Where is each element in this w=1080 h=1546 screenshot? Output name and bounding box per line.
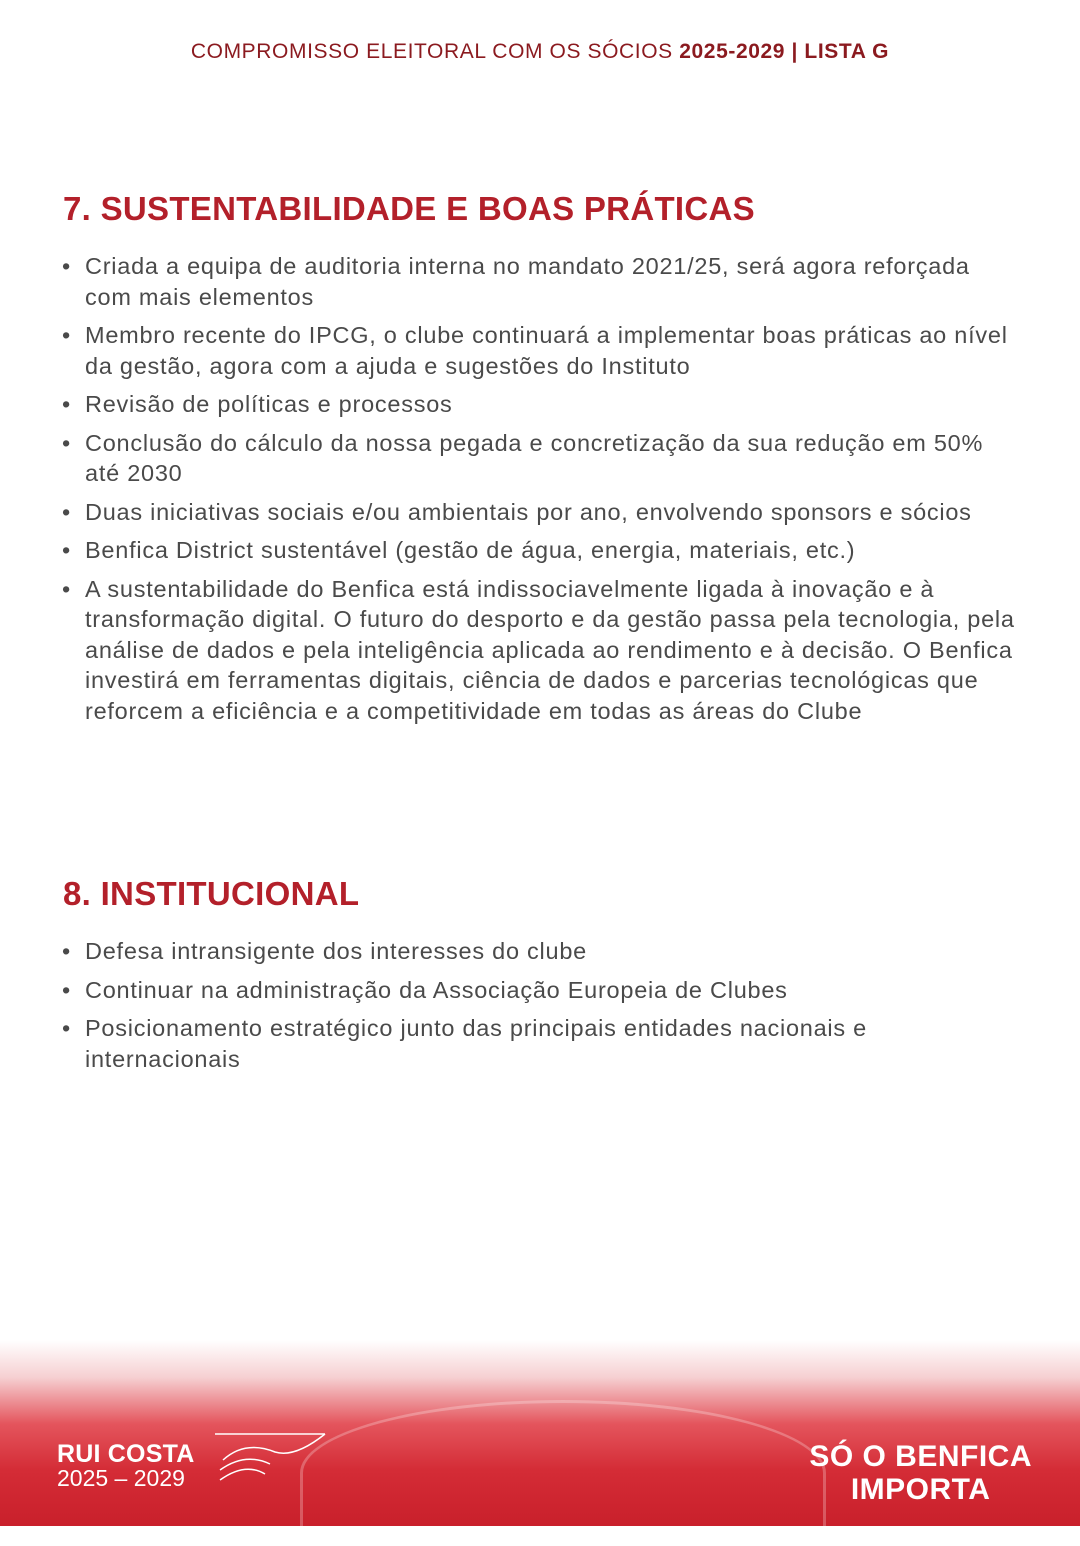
- slogan-line-1: SÓ O BENFICA: [809, 1440, 1032, 1473]
- sustainability-list: [62, 251, 1022, 734]
- bullet-icon: •: [62, 391, 71, 417]
- header-separator: |: [785, 40, 805, 63]
- list-item: [62, 975, 1022, 1006]
- logo-years: 2025 – 2029: [57, 1465, 185, 1491]
- bullet-icon: •: [62, 976, 71, 1003]
- list-item-text: Duas iniciativas sociais e/ou ambientais por ano, envolvendo sponsors e sócios: [85, 498, 972, 525]
- list-item: [62, 535, 1022, 566]
- footer-banner: [0, 1340, 1080, 1526]
- section-title-institutional: 8. INSTITUCIONAL: [63, 875, 360, 912]
- list-item-text: Revisão de políticas e processos: [85, 391, 453, 417]
- list-item-text: Criada a equipa de auditoria interna no mandato 2021/25, será agora reforçada com mais elementos: [85, 253, 970, 310]
- rui-costa-logo: [57, 1440, 194, 1492]
- list-item-text: Posicionamento estratégico junto das principais entidades nacionais e internacionais: [85, 1015, 868, 1072]
- list-item-text: Benfica District sustentável (gestão de água, energia, materiais, etc.): [85, 537, 856, 563]
- institutional-list: [62, 936, 1022, 1082]
- stadium-image: [300, 1400, 826, 1546]
- bullet-icon: •: [62, 1015, 71, 1041]
- header-list: LISTA G: [804, 40, 890, 63]
- bullet-icon: •: [62, 938, 71, 964]
- list-item: [62, 251, 1022, 312]
- header-text: COMPROMISSO ELEITORAL COM OS SÓCIOS: [190, 40, 680, 63]
- bullet-icon: •: [62, 429, 71, 456]
- list-item-text: Membro recente do IPCG, o clube continuará a implementar boas práticas ao nível da gestão, agora com a ajuda e sugestões do Instituto: [85, 322, 1008, 379]
- list-item: [62, 936, 1022, 967]
- bullet-icon: •: [62, 322, 71, 348]
- bullet-icon: •: [62, 537, 71, 563]
- page-header: [0, 40, 1080, 64]
- slogan: [809, 1440, 1032, 1506]
- list-item: [62, 497, 1022, 528]
- bullet-icon: •: [62, 253, 71, 279]
- list-item: [62, 574, 1022, 727]
- bullet-icon: •: [62, 498, 71, 525]
- list-item-text: Continuar na administração da Associação Europeia de Clubes: [85, 976, 788, 1003]
- list-item: [62, 320, 1022, 381]
- list-item: [62, 428, 1022, 489]
- list-item: [62, 389, 1022, 420]
- slogan-line-2: IMPORTA: [850, 1473, 991, 1506]
- header-years: 2025-2029: [679, 40, 786, 63]
- logo-name: RUI COSTA: [57, 1440, 195, 1468]
- wave-emblem-icon: [215, 1430, 335, 1490]
- list-item: [62, 1013, 1022, 1074]
- list-item-text: Conclusão do cálculo da nossa pegada e concretização da sua redução em 50% até 2030: [85, 429, 984, 486]
- list-item-text: A sustentabilidade do Benfica está indissociavelmente ligada à inovação e à transformação digital. O futuro do desporto e da gestão passa pela tecnologia, pela análise de dados e pela inteligência aplicada ao rendimento e à decisão. O Benfica investirá em ferramentas digitais, ciência de dados e parcerias tecnológicas que reforcem a eficiência e a competitividade em todas as áreas do Clube: [85, 575, 1015, 724]
- section-title-sustainability: 7. SUSTENTABILIDADE E BOAS PRÁTICAS: [63, 190, 755, 227]
- list-item-text: Defesa intransigente dos interesses do clube: [85, 938, 587, 964]
- bullet-icon: •: [62, 575, 71, 602]
